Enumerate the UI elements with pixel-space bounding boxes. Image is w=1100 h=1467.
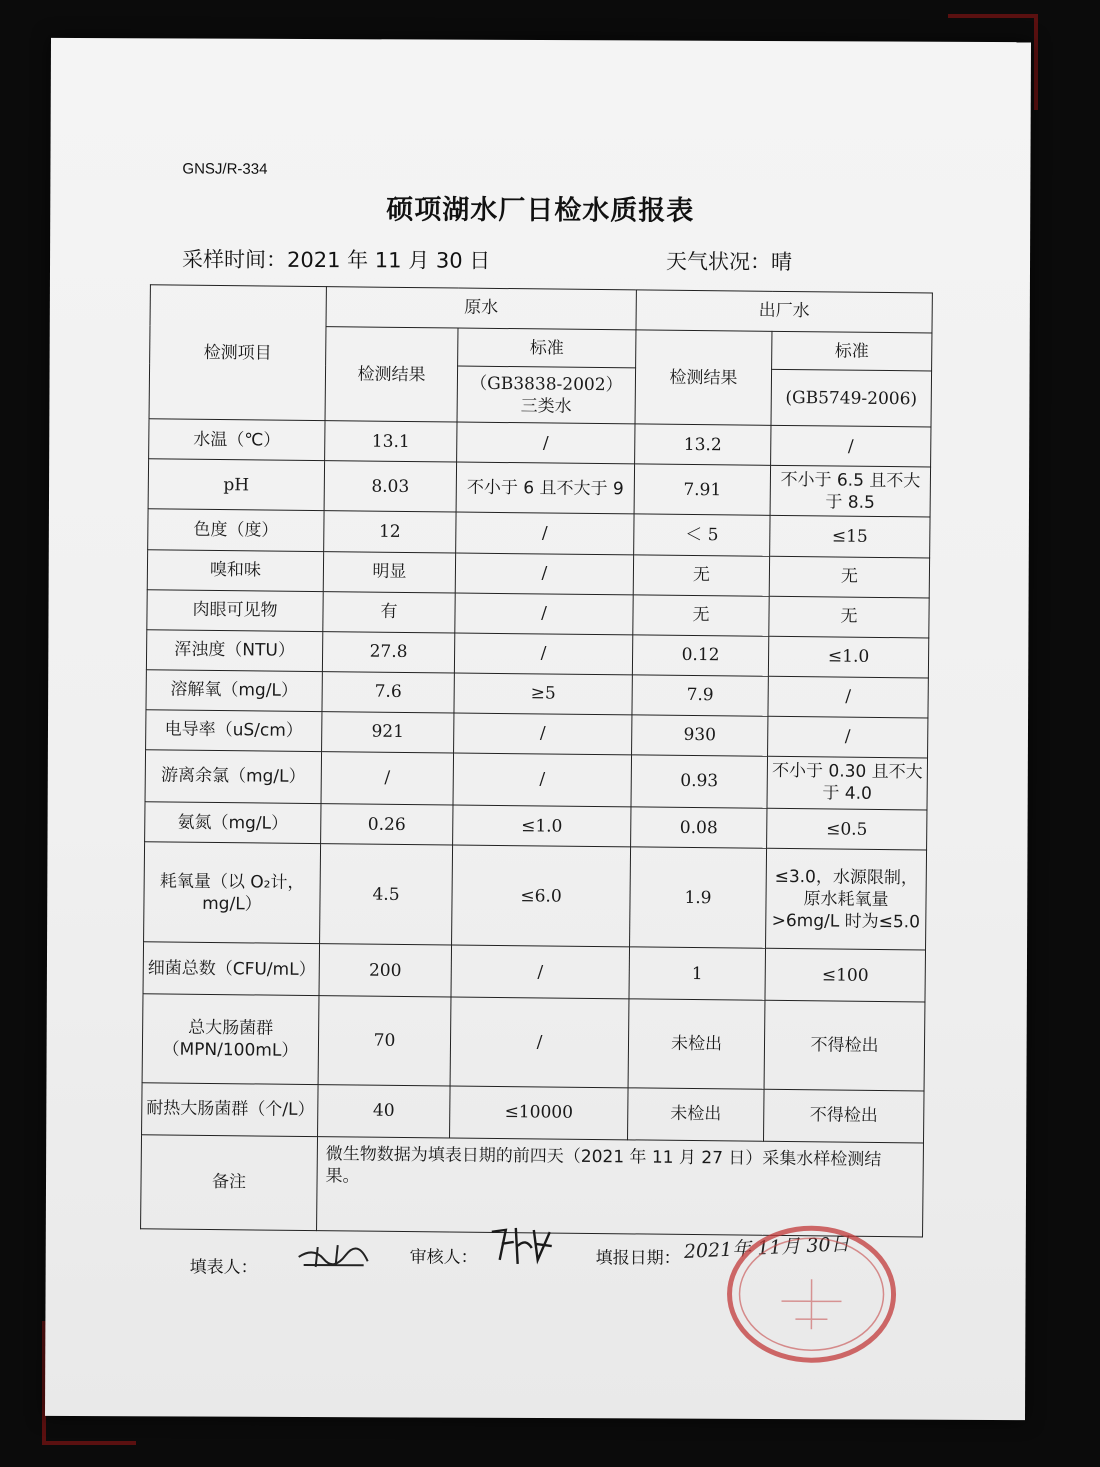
note-text: 微生物数据为填表日期的前四天（2021 年 11 月 27 日）采集水样检测结果。 [317, 1136, 924, 1237]
row-raw-standard: ≥5 [454, 673, 632, 715]
row-raw-result: 70 [318, 996, 451, 1086]
row-raw-result: 7.6 [322, 671, 454, 712]
row-item: 肉眼可见物 [147, 589, 323, 631]
weather [666, 246, 792, 277]
header-raw-standard: 标准 [458, 328, 636, 368]
row-raw-standard: / [451, 945, 630, 999]
table-row [144, 842, 927, 950]
row-out-standard: / [768, 716, 928, 758]
row-out-standard: 无 [769, 596, 929, 638]
row-out-result: 930 [632, 715, 768, 757]
row-raw-standard: / [453, 753, 632, 807]
row-raw-result: 有 [323, 591, 455, 632]
row-out-result: 13.2 [635, 424, 771, 466]
raw-standard-code: （GB3838-2002） [470, 373, 623, 395]
weather-value: 晴 [770, 250, 793, 275]
row-out-result: 0.08 [631, 807, 767, 849]
row-item: 细菌总数（CFU/mL） [143, 942, 320, 996]
row-raw-result: 明显 [323, 551, 455, 592]
row-out-standard: ≤0.5 [767, 808, 927, 850]
row-raw-result: 13.1 [325, 421, 457, 462]
paper-sheet [45, 38, 1031, 1420]
row-out-result: 0.12 [632, 635, 768, 677]
row-item: 浑浊度（NTU） [146, 629, 322, 671]
row-out-standard: 无 [769, 556, 929, 598]
header-item: 检测项目 [149, 285, 326, 421]
row-raw-result: 921 [322, 711, 454, 752]
row-item: 耐热大肠菌群（个/L） [142, 1082, 319, 1136]
row-raw-standard: 不小于 6 且不大于 9 [456, 462, 635, 514]
filler-label: 填表人： [189, 1257, 258, 1278]
page-title: 硕项湖水厂日检水质报表 [386, 194, 695, 227]
row-raw-result: 27.8 [322, 631, 454, 672]
date-label: 填报日期： [595, 1248, 681, 1269]
row-out-result: 1.9 [630, 847, 767, 949]
row-out-standard: / [768, 676, 928, 718]
filler-signature [294, 1235, 374, 1275]
row-item: 游离余氯（mg/L） [145, 750, 322, 804]
row-raw-standard: / [455, 593, 633, 635]
row-out-result: 未检出 [628, 999, 765, 1089]
row-out-standard: 不得检出 [763, 1089, 924, 1143]
out-standard-code: (GB5749-2006) [771, 369, 932, 427]
row-out-standard: 不小于 0.30 且不大于 4.0 [767, 756, 928, 810]
row-out-result: 7.91 [634, 464, 771, 516]
row-out-standard: / [771, 426, 931, 468]
row-raw-result: 8.03 [324, 461, 457, 512]
water-quality-table [140, 284, 933, 1237]
raw-standard-class: 三类水 [520, 395, 572, 417]
reviewer-label: 审核人： [409, 1247, 478, 1268]
row-item: 水温（℃） [149, 419, 325, 461]
official-seal [721, 1219, 902, 1370]
table-row [145, 750, 928, 810]
row-out-result: 7.9 [632, 675, 768, 717]
header-out-result: 检测结果 [635, 330, 772, 426]
note-label: 备注 [141, 1134, 318, 1230]
row-raw-result: 4.5 [320, 844, 453, 946]
row-raw-standard: ≤6.0 [452, 845, 631, 947]
table-row [148, 459, 930, 517]
row-raw-standard: / [456, 512, 634, 554]
reviewer-signature [486, 1220, 556, 1270]
row-item: 氨氮（mg/L） [145, 802, 321, 844]
row-out-result: 未检出 [628, 1087, 765, 1141]
row-raw-standard: / [454, 633, 632, 675]
header-raw-water: 原水 [326, 287, 636, 330]
sample-time-value: 2021 年 11 月 30 日 [286, 247, 491, 273]
row-out-result: ＜ 5 [634, 514, 770, 556]
row-out-standard: 不小于 6.5 且不大于 8.5 [770, 466, 931, 518]
row-raw-standard: ≤1.0 [453, 805, 631, 847]
weather-label: 天气状况： [665, 249, 772, 275]
row-raw-standard: / [454, 713, 632, 755]
row-raw-result: 12 [324, 511, 456, 552]
row-raw-result: / [321, 752, 454, 805]
row-item: 色度（度） [148, 509, 324, 551]
row-item: pH [148, 459, 325, 511]
table-row [142, 1082, 925, 1142]
row-raw-result: 0.26 [321, 804, 453, 845]
row-out-result: 无 [633, 554, 769, 596]
row-item: 嗅和味 [147, 549, 323, 591]
row-out-standard: ≤100 [765, 949, 926, 1003]
sample-time [182, 243, 490, 274]
row-raw-result: 40 [318, 1084, 451, 1137]
row-item: 电导率（uS/cm） [146, 710, 322, 752]
table-row [142, 994, 925, 1090]
row-out-standard: ≤3.0，水源限制，原水耗氧量>6mg/L 时为≤5.0 [766, 848, 927, 950]
row-item: 耗氧量（以 O₂计，mg/L） [144, 842, 321, 944]
document-code: GNSJ/R-334 [182, 160, 268, 178]
table-row [143, 942, 926, 1002]
row-raw-standard: / [457, 422, 635, 464]
row-out-result: 1 [629, 947, 766, 1001]
row-raw-standard: / [455, 553, 633, 595]
row-raw-standard: / [450, 997, 629, 1087]
header-out-standard: 标准 [772, 331, 932, 371]
row-out-standard: ≤15 [770, 516, 930, 558]
sample-time-label: 采样时间： [181, 247, 288, 272]
header-outlet-water: 出厂水 [636, 290, 932, 333]
row-item: 溶解氧（mg/L） [146, 670, 322, 712]
row-out-result: 无 [633, 594, 769, 636]
row-out-standard: 不得检出 [764, 1001, 925, 1091]
row-raw-standard: ≤10000 [450, 1086, 629, 1140]
report-date-handwritten: 2021年 11月 30日 [683, 1233, 851, 1263]
row-out-standard: ≤1.0 [768, 636, 928, 678]
row-out-result: 0.93 [631, 755, 768, 809]
raw-standard-code-cell [457, 366, 636, 424]
row-item: 总大肠菌群（MPN/100mL） [142, 994, 319, 1084]
header-raw-result: 检测结果 [325, 327, 458, 423]
row-raw-result: 200 [319, 944, 452, 997]
